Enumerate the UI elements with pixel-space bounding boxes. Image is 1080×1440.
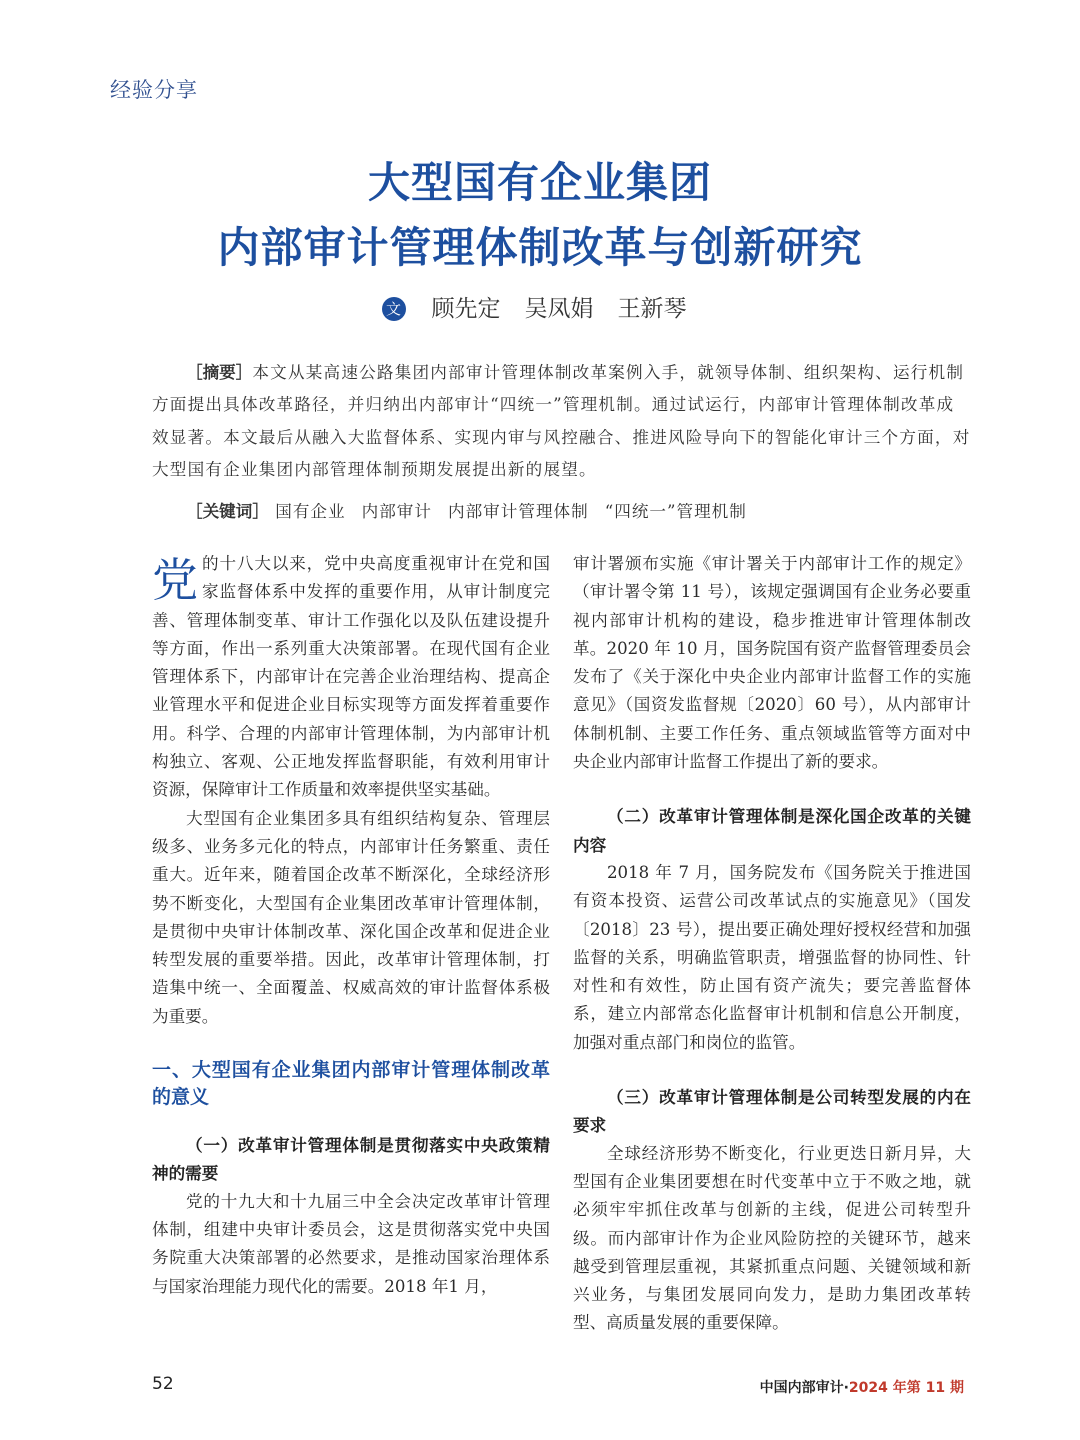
journal-name: 中国内部审计· — [759, 1380, 849, 1396]
keyword: 内部审计 — [361, 502, 432, 521]
keyword: 内部审计管理体制 — [448, 502, 589, 521]
issue-label: 2024 年第 11 期 — [848, 1380, 964, 1396]
paragraph-text: 的十八大以来，党中央高度重视审计在党和国家监督体系中发挥的重要作用，从审计制度完善、管理体制变革、审计工作强化以及队伍建设提升等方面，作出一系列重大决策部署。在现代国有企业管理体系下，内部审计在完善企业治理结构、提高企业管理水平和促进企业目标实现等方面发挥着重要作用。科学、合理的内部审计管理体制，为内部审计机构独立、客观、公正地发挥监督职能，有效利用审计资源，保障审计工作质量和效率提供坚实基础。 — [152, 554, 550, 800]
paragraph: 全球经济形势不断变化，行业更迭日新月异，大型国有企业集团要想在时代变革中立于不败之地，就必须牢牢抓住改革与创新的主线，促进公司转型升级。而内部审计作为企业风险防控的关键环节，越来越受到管理层重视，其紧抓重点问题、关键领域和新兴业务，与集团发展同向发力，是助力集团改革转型、高质量发展的重要保障。 — [573, 1143, 971, 1333]
paragraph: 2018 年 7 月，国务院发布《国务院关于推进国有资本投资、运营公司改革试点的实施意见》（国发〔2018〕23 号），提出要正确处理好授权经营和加强监督的关系，明确监管职责，增强监督的协同性、针对性和有效性，防止国有资产流失；要完善监督体系，建立内部常态化监督审计机制和信息公开制度，加强对重点部门和岗位的监管。 — [573, 862, 971, 1052]
author-name: 王新琴 — [617, 296, 687, 322]
subsection-heading: （一）改革审计管理体制是贯彻落实中央政策精神的需要 — [152, 1135, 550, 1184]
journal-footer — [760, 1377, 964, 1397]
byline — [0, 290, 1080, 323]
author-name: 顾先定 — [431, 296, 501, 322]
article-title-line-2: 内部审计管理体制改革与创新研究 — [217, 223, 863, 272]
keyword: 国有企业 — [275, 502, 346, 521]
author-badge: 文 — [382, 297, 406, 321]
article-title-line-1: 大型国有企业集团 — [367, 158, 712, 207]
author-name: 吴凤娟 — [524, 296, 594, 322]
keywords — [152, 497, 1006, 527]
keywords-label: ［关键词］ — [186, 502, 269, 521]
left-column — [152, 550, 550, 1301]
subsection-heading: （二）改革审计管理体制是深化国企改革的关键内容 — [573, 806, 971, 855]
section-tag: 经验分享 — [110, 78, 198, 102]
right-column — [573, 550, 971, 1338]
paragraph: 党的十九大和十九届三中全会决定改革审计管理体制，组建中央审计委员会，这是贯彻落实党中央国务院重大决策部署的必然要求，是推动国家治理体系与国家治理能力现代化的需要。2018 年1 月， — [152, 1191, 550, 1296]
abstract-text: 本文从某高速公路集团内部审计管理体制改革案例入手，就领导体制、组织架构、运行机制方面提出具体改革路径，并归纳出内部审计“四统一”管理机制。通过试运行，内部审计管理体制改革成效显著。本文最后从融入大监督体系、实现内审与风控融合、推进风险导向下的智能化审计三个方面，对大型国有企业集团内部管理体制预期发展提出新的展望。 — [152, 363, 971, 480]
paragraph: 审计署颁布实施《审计署关于内部审计工作的规定》（审计署令第 11 号），该规定强调国有企业务必要重视内部审计机构的建设，稳步推进审计管理体制改革。2020 年 10 月，国务院国有资产监督管理委员会发布了《关于深化中央企业内部审计监督工作的实施意见》（国资发监督规〔2020〕60 号），从内部审计体制机制、主要工作任务、重点领域监管等方面对中央企业内部审计监督工作提出了新的要求。 — [573, 554, 971, 772]
page-number: 52 — [152, 1374, 174, 1394]
abstract — [152, 357, 972, 487]
paragraph: 大型国有企业集团多具有组织结构复杂、管理层级多、业务多元化的特点，内部审计任务繁重、责任重大。近年来，随着国企改革不断深化，全球经济形势不断变化，大型国有企业集团改革审计管理体制，是贯彻中央审计体制改革、深化国企改革和促进企业转型发展的重要举措。因此，改革审计管理体制，打造集中统一、全面覆盖、权威高效的审计监督体系极为重要。 — [152, 808, 550, 1026]
abstract-label: ［摘要］ — [186, 363, 253, 382]
section-heading: 一、大型国有企业集团内部审计管理体制改革的意义 — [152, 1059, 550, 1109]
subsection-heading: （三）改革审计管理体制是公司转型发展的内在要求 — [573, 1087, 971, 1136]
keyword: “四统一”管理机制 — [604, 502, 747, 521]
paragraph — [152, 550, 550, 805]
drop-cap: 党 — [152, 553, 198, 607]
